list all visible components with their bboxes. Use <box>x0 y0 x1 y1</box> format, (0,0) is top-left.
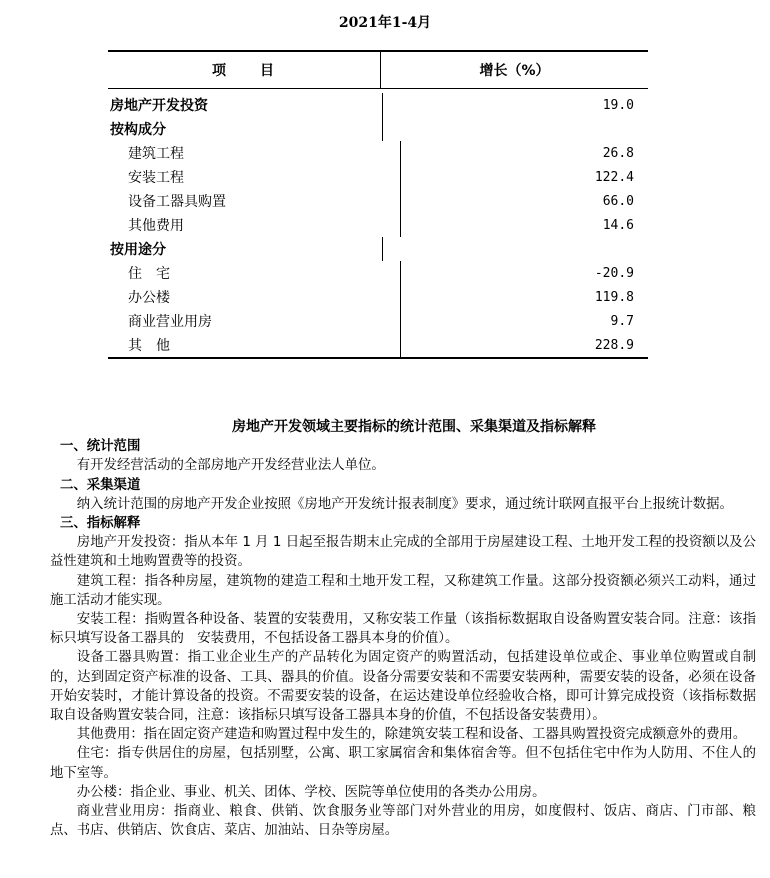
table-row <box>108 93 648 117</box>
section-scope-title: 一、统计范围 <box>60 439 141 455</box>
row-value: -20.9 <box>594 265 634 281</box>
table-row <box>108 261 648 285</box>
table-period-title: 2021年1-4月 <box>338 15 432 31</box>
section-channel-text: 纳入统计范围的房地产开发企业按照《房地产开发统计报表制度》要求，通过统计联网直报平台上报统计数据。 <box>76 496 733 512</box>
row-value: 14.6 <box>602 217 634 233</box>
definition-installation: 安装工程：指购置各种设备、装置的安装费用，又称安装工作量（该指标数据取自设备购置安装合同。注意：该指标只填写设备工器具的 安装费用，不包括设备工器具本身的价值）。 <box>50 612 756 647</box>
table-row <box>108 333 648 357</box>
notes-heading: 房地产开发领域主要指标的统计范围、采集渠道及指标解释 <box>232 419 596 435</box>
table-row <box>108 165 648 189</box>
section-channel-title: 二、采集渠道 <box>60 477 141 493</box>
definition-other-costs: 其他费用：指在固定资产建造和购置过程中发生的，除建筑安装工程和设备、工器具购置投资完成额意外的费用。 <box>76 727 747 743</box>
row-value: 119.8 <box>594 289 634 305</box>
row-value: 122.4 <box>594 169 634 185</box>
definition-commercial: 商业营业用房：指商业、粮食、供销、饮食服务业等部门对外营业的用房，如度假村、饭店、商店、门市部、粮点、书店、供销店、饮食店、菜店、加油站、日杂等房屋。 <box>50 804 756 839</box>
row-value: 66.0 <box>602 193 634 209</box>
row-value: 9.7 <box>610 313 634 329</box>
definition-residential: 住宅：指专供居住的房屋，包括别墅，公寓、职工家属宿舍和集体宿舍等。但不包括住宅中作为人防用、不住人的地下室等。 <box>50 746 756 781</box>
table-row <box>108 309 648 333</box>
row-label: 住 宅 <box>108 261 401 285</box>
table-row <box>108 237 648 261</box>
table-body <box>108 89 648 357</box>
definition-office: 办公楼：指企业、事业、机关、团体、学校、医院等单位使用的各类办公用房。 <box>76 784 546 800</box>
row-label: 其 他 <box>108 333 401 357</box>
investment-growth-table <box>108 50 648 359</box>
table-row <box>108 141 648 165</box>
row-label: 商业营业用房 <box>108 309 401 333</box>
table-header <box>108 52 648 89</box>
table-row <box>108 285 648 309</box>
row-label: 按用途分 <box>108 237 383 261</box>
definition-equipment: 设备工器具购置：指工业企业生产的产品转化为固定资产的购置活动，包括建设单位或企、事业单位购置或自制的，达到固定资产标准的设备、工具、器具的价值。设备分需要安装和不需要安装两种，需要安装的设备，必须在设备开始安装时，才能计算设备的投资。不需要安装的设备，在运达建设单位经验收合格，即可计算完成投资（该指标数据取自设备购置安装合同，注意：该指标只填写设备工器具本身的价值，不包括设备安装费用）。 <box>50 650 756 724</box>
indicator-notes <box>50 418 756 840</box>
row-value: 228.9 <box>594 337 634 353</box>
row-label: 房地产开发投资 <box>108 93 383 117</box>
definition-investment: 房地产开发投资：指从本年 1 月 1 日起至报告期末止完成的全部用于房屋建设工程、土地开发工程的投资额以及公益性建筑和土地购置费等的投资。 <box>50 535 756 570</box>
definition-construction: 建筑工程：指各种房屋，建筑物的建造工程和土地开发工程，又称建筑工作量。这部分投资额必须兴工动料，通过施工活动才能实现。 <box>50 573 756 608</box>
section-definitions-title: 三、指标解释 <box>60 516 141 532</box>
row-label: 办公楼 <box>108 285 401 309</box>
table-row <box>108 213 648 237</box>
row-value: 19.0 <box>602 97 634 113</box>
column-header-growth: 增长（%） <box>479 63 550 79</box>
row-label: 设备工器具购置 <box>108 189 401 213</box>
row-label: 按构成分 <box>108 117 383 141</box>
table-row <box>108 189 648 213</box>
row-label: 建筑工程 <box>108 141 401 165</box>
row-value: 26.8 <box>602 145 634 161</box>
row-label: 其他费用 <box>108 213 401 237</box>
section-scope-text: 有开发经营活动的全部房地产开发经营业法人单位。 <box>76 458 385 474</box>
column-header-item: 项 目 <box>108 52 381 88</box>
row-label: 安装工程 <box>108 165 401 189</box>
table-row <box>108 117 648 141</box>
